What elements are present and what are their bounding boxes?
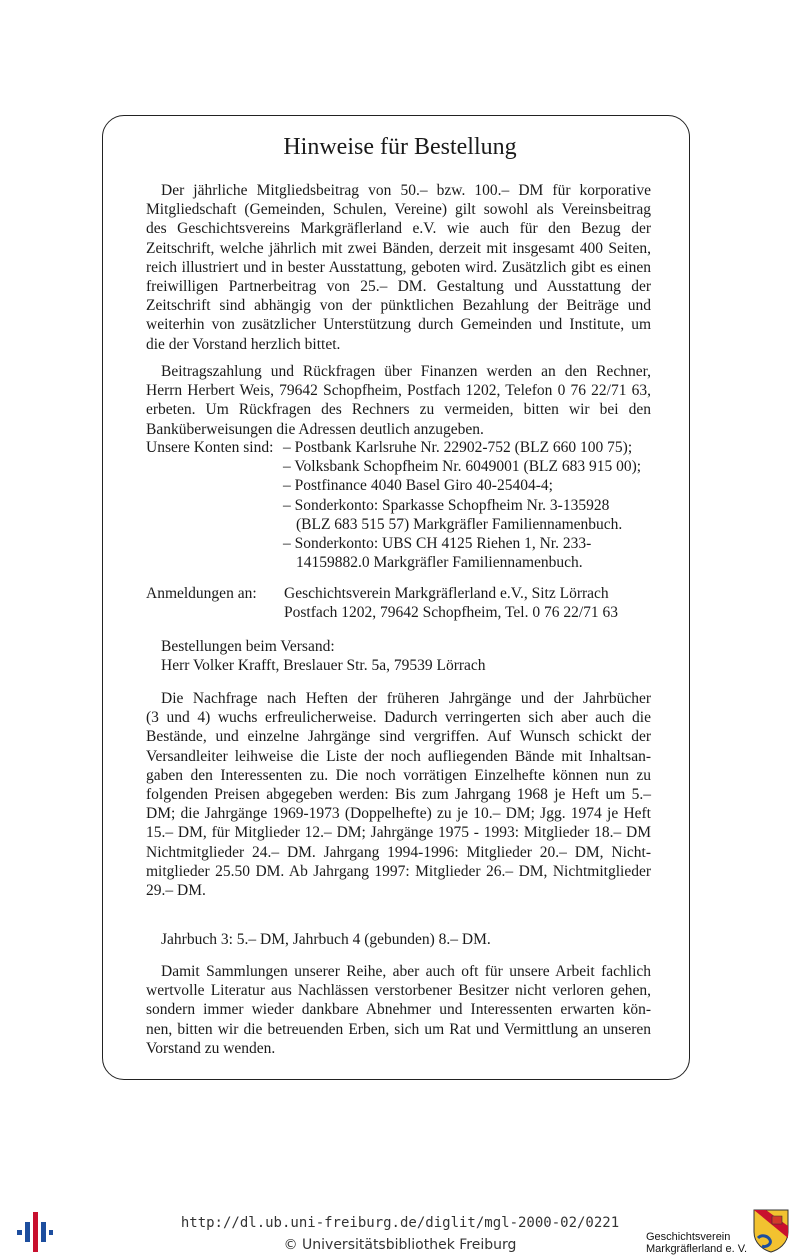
text-line: Vorstand zu wenden. xyxy=(146,1039,276,1057)
coat-of-arms-icon xyxy=(752,1208,790,1254)
registration-address xyxy=(284,584,618,622)
text-line: nen, bitten wir die betreuenden Erben, sich um Rat und Vermittlung an unseren xyxy=(146,1020,651,1038)
text-line: Bestände, und einzelne Jahrgänge sind vergriffen. Auf Wunsch schickt der xyxy=(146,728,651,746)
text-line: des Geschichtsvereins Markgräflerland e.V. wie auch für den Bezug der xyxy=(146,220,651,238)
text-line: Der jährliche Mitgliedsbeitrag von 50.– bzw. 100.– DM für korporative xyxy=(161,182,651,199)
text-line: 15.– DM, für Mitglieder 12.– DM; Jahrgänge 1975 - 1993: Mitglieder 18.– DM xyxy=(146,824,651,842)
text-line: Herrn Herbert Weis, 79642 Schopfheim, Postfach 1202, Telefon 0 76 22/71 63, xyxy=(146,382,651,400)
text-line: mitglieder 25.50 DM. Ab Jahrgang 1997: Mitglieder 26.– DM, Nichtmitglieder xyxy=(146,862,651,880)
payment-paragraph xyxy=(146,362,651,439)
shipping-line: Bestellungen beim Versand: xyxy=(161,638,335,655)
address-line: Geschichtsverein Markgräflerland e.V., Sitz Lörrach xyxy=(284,585,609,602)
text-line: Damit Sammlungen unserer Reihe, aber auch oft für unsere Arbeit fachlich xyxy=(161,963,651,980)
address-line: Postfach 1202, 79642 Schopfheim, Tel. 0 76 22/71 63 xyxy=(284,604,619,622)
text-line: sondern immer wieder dankbare Abnehmer und Interessenten erwarten kön- xyxy=(146,1001,651,1019)
text-line: folgenden Preisen abgegeben werden: Bis zum Jahrgang 1968 je Heft um 5.– xyxy=(146,786,651,804)
account-line: (BLZ 683 515 57) Markgräfler Familiennamenbuch. xyxy=(296,515,623,533)
text-line: Beitragszahlung und Rückfragen über Finanzen werden an den Rechner, xyxy=(161,363,651,380)
text-line: Zeitschrift, welche jährlich mit zwei Bänden, derzeit mit insgesamt 400 Seiten, xyxy=(146,239,651,257)
account-line: – Postbank Karlsruhe Nr. 22902-752 (BLZ 660 100 75); xyxy=(283,439,633,456)
account-line: – Volksbank Schopfheim Nr. 6049001 (BLZ 683 915 00); xyxy=(283,458,642,476)
text-line: reich illustriert und in bester Ausstattung, geboten wird. Zusätzlich gibt es einen xyxy=(146,258,651,276)
copyright-text: © Universitätsbibliothek Freiburg xyxy=(283,1237,517,1253)
text-line: Banküberweisungen die Adressen deutlich anzugeben. xyxy=(146,420,484,438)
text-line: wertvolle Literatur aus Nachlässen verstorbener Besitzer nicht verloren gehen, xyxy=(146,982,651,1000)
account-line: – Sonderkonto: UBS CH 4125 Riehen 1, Nr. 233- xyxy=(283,535,592,553)
back-issues-paragraph xyxy=(146,689,651,900)
accounts-label: Unsere Konten sind: xyxy=(146,439,274,456)
registration-label: Anmeldungen an: xyxy=(146,585,257,602)
text-line: gaben den Interessenten zu. Die noch vorrätigen Einzelhefte können nun zu xyxy=(146,766,651,784)
shipping-block xyxy=(161,637,486,675)
text-line: Versandleiter leihweise die Liste der noch aufliegenden Bände mit Inhaltsan- xyxy=(146,747,651,765)
text-line: Mitgliedschaft (Gemeinden, Schulen, Vereine) gilt sowohl als Vereinsbeitrag xyxy=(146,201,651,219)
text-line: 29.– DM. xyxy=(146,882,206,900)
yearbook-prices: Jahrbuch 3: 5.– DM, Jahrbuch 4 (gebunden) 8.– DM. xyxy=(161,931,491,948)
text-line: DM; die Jahrgänge 1969-1973 (Doppelhefte) zu je 10.– DM; Jgg. 1974 je Heft xyxy=(146,805,651,823)
account-line: – Postfinance 4040 Basel Giro 40-25404-4; xyxy=(283,477,553,495)
estate-paragraph xyxy=(146,962,651,1058)
text-line: Nichtmitglieder 24.– DM. Jahrgang 1994-1996: Mitglieder 20.– DM, Nicht- xyxy=(146,843,651,861)
society-name-line: Geschichtsverein xyxy=(646,1231,731,1243)
text-line: die der Vorstand herzlich bittet. xyxy=(146,335,341,353)
society-name-line: Markgräflerland e. V. xyxy=(646,1243,748,1255)
text-line: erbeten. Um Rückfragen des Rechners zu vermeiden, bitten wir bei den xyxy=(146,401,651,419)
document-url-link[interactable]: http://dl.ub.uni-freiburg.de/diglit/mgl-2000-02/0221 xyxy=(180,1215,620,1231)
account-line: – Sonderkonto: Sparkasse Schopfheim Nr. 3-135928 xyxy=(283,496,610,514)
membership-paragraph xyxy=(146,181,651,354)
text-line: Zeitschrift sind abhängig von der pünktlichen Bezahlung der Beiträge und xyxy=(146,297,651,315)
shipping-line: Herr Volker Krafft, Breslauer Str. 5a, 79539 Lörrach xyxy=(161,657,486,675)
text-line: Die Nachfrage nach Heften der früheren Jahrgänge und der Jahrbücher xyxy=(161,690,651,707)
text-line: freiwilligen Partnerbeitrag von 25.– DM. Gestaltung und Ausstattung der xyxy=(146,278,651,296)
text-line: (3 und 4) wuchs erfreulicherweise. Dadurch verringerten sich aber auch die xyxy=(146,709,651,727)
account-line: 14159882.0 Markgräfler Familiennamenbuch. xyxy=(296,554,583,572)
society-name xyxy=(646,1231,747,1255)
text-line: weiterhin von zusätzlicher Unterstützung durch Gemeinden und Institute, um xyxy=(146,316,651,334)
accounts-list xyxy=(283,438,641,572)
page-title: Hinweise für Bestellung xyxy=(283,134,517,160)
